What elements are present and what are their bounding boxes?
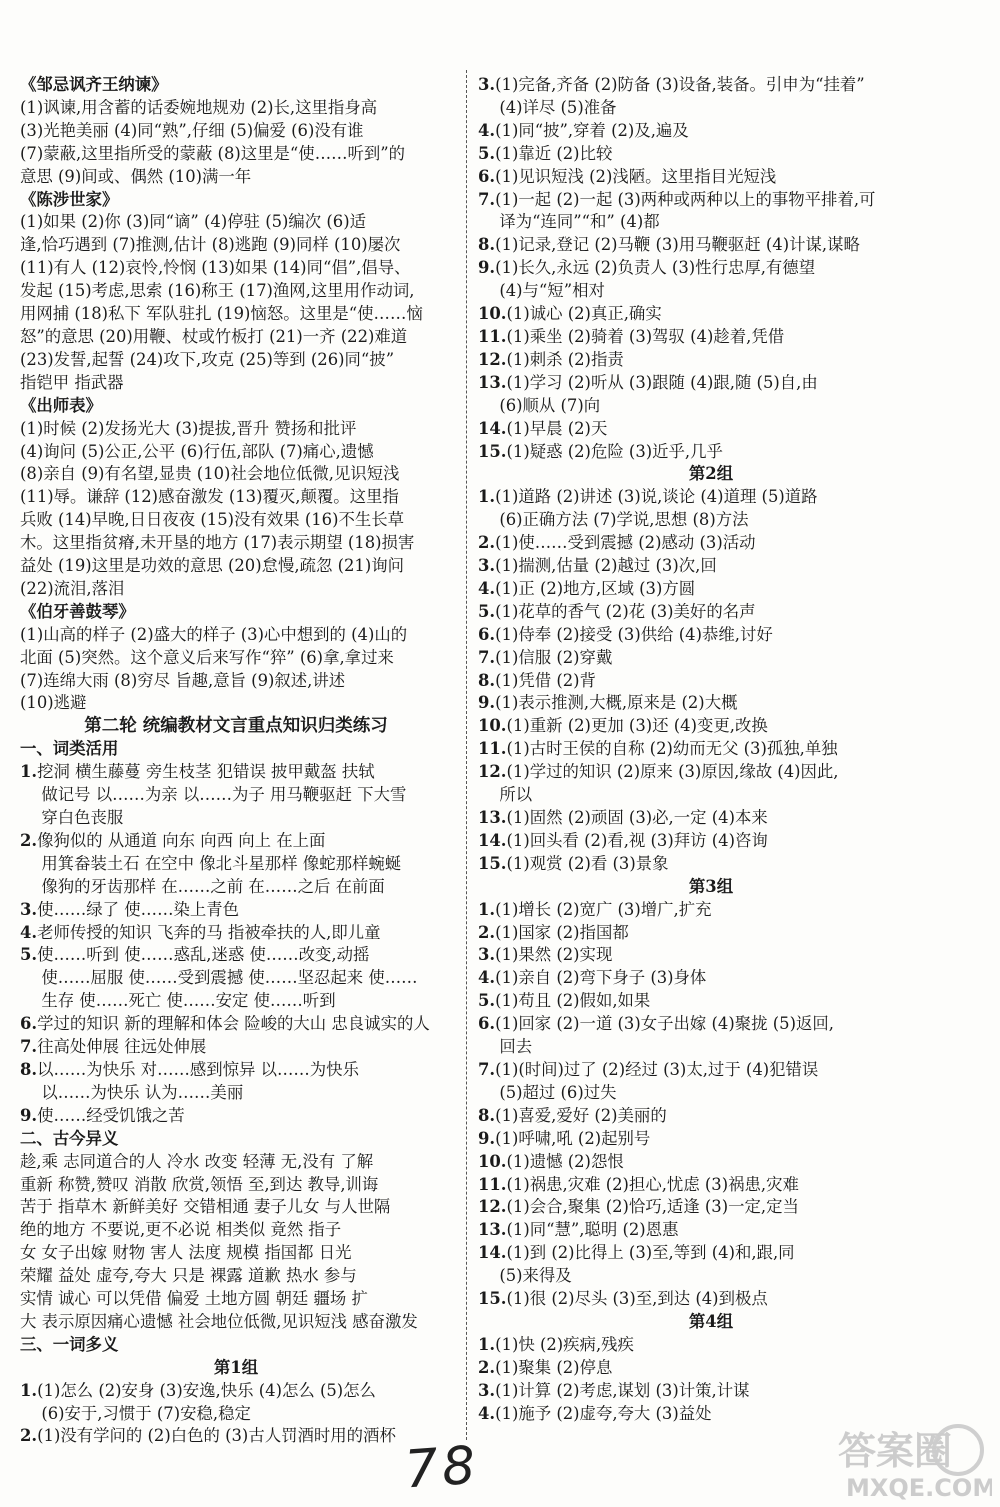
answer-item [478, 601, 944, 624]
answer-line: (1)讽谏,用含蓄的话委婉地规劝 (2)长,这里指身高 [20, 97, 378, 117]
item-number: 5. [478, 601, 496, 621]
item-text: (1)聚集 (2)停息 [495, 1357, 613, 1377]
answer-continuation: (4)与“短”相对 [499, 281, 605, 301]
item-text: (1)计算 (2)考虑,谋划 (3)计策,计谋 [495, 1380, 750, 1400]
answer-item [20, 1013, 452, 1036]
item-text: (1)喜爱,爱好 (2)美丽的 [495, 1105, 667, 1125]
item-number: 1. [20, 1380, 38, 1400]
item-text: (1)同“慧”,聪明 (2)恩惠 [506, 1220, 679, 1240]
item-text: (1)回头看 (2)看,视 (3)拜访 (4)咨询 [506, 830, 768, 850]
item-number: 3. [478, 75, 496, 94]
answer-item [20, 1105, 452, 1128]
answer-line: 大 表示原因痛心遗憾 社会地位低微,见识短浅 感奋激发 [20, 1311, 418, 1331]
item-number: 12. [478, 762, 507, 782]
answer-line: (1)时候 (2)发扬光大 (3)提拔,晋升 赞扬和批评 [20, 418, 357, 438]
item-number: 14. [478, 418, 507, 438]
answer-item [478, 441, 944, 464]
item-text: 挖洞 横生藤蔓 旁生枝茎 犯错误 披甲戴盔 扶轼 [37, 762, 375, 782]
item-number: 8. [478, 670, 496, 690]
item-number: 7. [20, 1037, 38, 1057]
answer-line: 女 女子出嫁 财物 害人 法度 规模 指国都 日光 [20, 1243, 352, 1263]
section-title: 《邹忌讽齐王纳谏》 [20, 75, 168, 94]
answer-continuation: (5)超过 (6)过失 [499, 1082, 617, 1102]
item-number: 2. [478, 533, 496, 553]
item-text: 老师传授的知识 飞奔的马 指被牵扶的人,即儿童 [37, 922, 381, 942]
answer-item [478, 120, 944, 143]
group-heading: 第2组 [688, 464, 734, 484]
item-text: (1)揣测,估量 (2)越过 (3)次,回 [495, 556, 717, 576]
answer-item [478, 166, 944, 189]
answer-item [20, 1380, 452, 1403]
answer-line: 趁,乘 志同道合的人 冷水 改变 轻薄 无,没有 了解 [20, 1151, 374, 1171]
item-text: (1)一起 (2)一起 (3)两种或两种以上的事物平排着,可 [495, 189, 876, 209]
item-number: 11. [478, 1174, 507, 1194]
answer-line: (7)蒙蔽,这里指所受的蒙蔽 (8)这里是“使……听到”的 [20, 143, 406, 163]
item-text: (1)使……受到震撼 (2)感动 (3)活动 [495, 533, 756, 553]
item-number: 14. [478, 1243, 507, 1263]
answer-item [478, 1059, 944, 1082]
item-text: (1)乘坐 (2)骑着 (3)驾驭 (4)趁着,凭借 [506, 326, 785, 346]
item-text: 往高处伸展 往远处伸展 [37, 1037, 207, 1057]
answer-line: (7)连绵大雨 (8)穷尽 旨趣,意旨 (9)叙述,讲述 [20, 670, 346, 690]
answer-item [478, 1128, 944, 1151]
answer-continuation: 使……屈服 使……受到震撼 使……坚忍起来 使…… [41, 968, 418, 988]
answer-item [478, 532, 944, 555]
answer-item [478, 1288, 944, 1311]
answer-line: (11)辱。谦辞 (12)感奋激发 (13)覆灭,颠覆。这里指 [20, 487, 399, 507]
item-text: (1)到 (2)比得上 (3)至,等到 (4)和,跟,同 [506, 1243, 795, 1263]
item-number: 12. [478, 349, 507, 369]
answer-continuation: (5)来得及 [499, 1266, 572, 1286]
item-text: (1)疑惑 (2)危险 (3)近乎,几乎 [506, 441, 723, 461]
item-number: 8. [478, 1105, 496, 1125]
answer-line: 发起 (15)考虑,思索 (16)称王 (17)渔网,这里用作动词, [20, 281, 415, 301]
answer-line: (4)询问 (5)公正,公平 (6)行伍,部队 (7)痛心,遗憾 [20, 441, 374, 461]
item-text: (1)靠近 (2)比较 [495, 143, 613, 163]
answer-item [478, 1151, 944, 1174]
watermark-text: 答案圈 [838, 1429, 953, 1473]
item-number: 13. [478, 808, 507, 827]
item-number: 2. [478, 1357, 496, 1377]
answer-continuation: 回去 [499, 1037, 533, 1057]
item-number: 2. [20, 830, 38, 850]
answer-item [478, 326, 944, 349]
answer-item [478, 647, 944, 670]
answer-item [478, 1357, 944, 1380]
item-number: 11. [478, 739, 507, 759]
answer-line: 实情 诚心 可以凭借 偏爱 土地方圆 朝廷 疆场 扩 [20, 1289, 368, 1309]
item-number: 7. [478, 189, 496, 209]
item-number: 13. [478, 372, 507, 392]
item-number: 5. [20, 945, 38, 965]
answer-item [478, 715, 944, 738]
item-text: (1)祸患,灾难 (2)担心,忧虑 (3)祸患,灾难 [506, 1174, 799, 1194]
answer-item [20, 944, 452, 967]
answer-item [478, 349, 944, 372]
item-text: (1)固然 (2)顽固 (3)必,一定 (4)本来 [506, 808, 768, 827]
answer-continuation: 以……为快乐 认为……美丽 [41, 1082, 244, 1102]
answer-line: 意思 (9)间或、偶然 (10)满一年 [20, 166, 252, 186]
answer-continuation: (6)顺从 (7)向 [499, 395, 601, 415]
item-text: (1)信服 (2)穿戴 [495, 647, 613, 667]
item-number: 5. [478, 991, 496, 1011]
item-text: (1)学过的知识 (2)原来 (3)原因,缘故 (4)因此, [506, 762, 839, 782]
answer-item [478, 990, 944, 1013]
answer-line: 荣耀 益处 虚夸,夸大 只是 裸露 道歉 热水 参与 [20, 1266, 357, 1286]
item-text: (1)会合,聚集 (2)恰巧,适逢 (3)一定,定当 [506, 1197, 799, 1217]
answer-line: (3)光艳美丽 (4)同“熟”,仔细 (5)偏爱 (6)没有谁 [20, 120, 364, 140]
round-heading: 第二轮 统编教材文言重点知识归类练习 [84, 716, 388, 737]
answer-continuation: 像狗的牙齿那样 在……之前 在……之后 在前面 [41, 876, 385, 896]
item-text: (1)亲自 (2)弯下身子 (3)身体 [495, 968, 707, 988]
answer-line: (23)发誓,起誓 (24)攻下,攻克 (25)等到 (26)同“披” [20, 349, 395, 369]
answer-item [478, 143, 944, 166]
answer-continuation: 用箕畚装土石 在空中 像北斗星那样 像蛇那样蜿蜒 [41, 853, 402, 873]
answer-line: 北面 (5)突然。这个意义后来写作“猝” (6)拿,拿过来 [20, 647, 394, 667]
left-column [20, 74, 452, 1448]
item-text: (1)很 (2)尽头 (3)至,到达 (4)到极点 [506, 1289, 768, 1309]
item-text: (1)苟且 (2)假如,如果 [495, 991, 651, 1011]
answer-line: (10)逃避 [20, 693, 87, 713]
section-title: 三、一词多义 [20, 1334, 119, 1354]
answer-line: (11)有人 (12)哀怜,怜悯 (13)如果 (14)同“倡”,倡导、 [20, 258, 411, 278]
answer-continuation: 穿白色丧服 [41, 808, 124, 827]
item-number: 1. [478, 487, 496, 507]
answer-line: 益处 (19)这里是功效的意思 (20)怠慢,疏忽 (21)询问 [20, 556, 405, 576]
item-number: 15. [478, 1289, 507, 1309]
answer-line: (1)山高的样子 (2)盛大的样子 (3)心中想到的 (4)山的 [20, 624, 408, 644]
right-column [478, 74, 944, 1425]
item-text: (1)遗憾 (2)怨恨 [506, 1151, 624, 1171]
item-text: (1)侍奉 (2)接受 (3)供给 (4)恭维,讨好 [495, 624, 773, 644]
item-text: (1)观赏 (2)看 (3)景象 [506, 853, 669, 873]
answer-item [478, 578, 944, 601]
item-text: (1)刺杀 (2)指责 [506, 349, 624, 369]
section-title: 《陈涉世家》 [20, 189, 119, 209]
item-number: 7. [478, 647, 496, 667]
item-text: (1)完备,齐备 (2)防备 (3)设备,装备。引申为“挂着” [495, 75, 865, 94]
answer-item [478, 922, 944, 945]
watermark-icon [832, 1420, 992, 1502]
handwritten-page-number: 78 [402, 1435, 482, 1501]
item-text: (1)(时间)过了 (2)经过 (3)太,过于 (4)犯错误 [495, 1059, 819, 1079]
answer-item [478, 1380, 944, 1403]
item-text: (1)国家 (2)指国都 [495, 922, 629, 942]
section-title: 《出师表》 [20, 395, 102, 415]
item-number: 13. [478, 1220, 507, 1240]
item-number: 6. [478, 624, 496, 644]
watermark-logo [832, 1420, 992, 1502]
item-number: 4. [20, 922, 38, 942]
item-text: (1)学习 (2)听从 (3)跟随 (4)跟,随 (5)自,由 [506, 372, 818, 392]
item-number: 4. [478, 968, 496, 988]
answer-line: 苦于 指草木 新鲜美好 交错相通 妻子儿女 与人世隔 [20, 1197, 391, 1217]
answer-item [20, 1059, 452, 1082]
answer-item [478, 1105, 944, 1128]
item-text: 以……为快乐 对……感到惊异 以……为快乐 [37, 1059, 359, 1079]
answer-item [478, 418, 944, 441]
answer-line: 逢,恰巧遇到 (7)推测,估计 (8)逃跑 (9)同样 (10)屡次 [20, 235, 401, 255]
answer-item [478, 670, 944, 693]
item-number: 10. [478, 304, 507, 324]
item-number: 3. [20, 899, 38, 919]
item-text: (1)增长 (2)宽广 (3)增广,扩充 [495, 899, 712, 919]
section-title: 二、古今异义 [20, 1128, 119, 1148]
item-number: 6. [478, 166, 496, 186]
answer-item [478, 486, 944, 509]
answer-continuation: (4)详尽 (5)准备 [499, 97, 617, 117]
item-number: 9. [20, 1105, 38, 1125]
item-number: 8. [478, 235, 496, 255]
item-number: 3. [478, 1380, 496, 1400]
item-number: 14. [478, 830, 507, 850]
answer-item [478, 1196, 944, 1219]
item-text: (1)快 (2)疾病,残疾 [495, 1334, 634, 1354]
answer-item [20, 830, 452, 853]
answer-continuation: (6)正确方法 (7)学说,思想 (8)方法 [499, 510, 749, 530]
answer-item [478, 74, 944, 97]
answer-item [478, 738, 944, 761]
item-text: (1)早晨 (2)天 [506, 418, 608, 438]
item-text: (1)重新 (2)更加 (3)还 (4)变更,改换 [506, 716, 768, 736]
item-number: 1. [478, 1334, 496, 1354]
item-text: 使……绿了 使……染上青色 [37, 899, 240, 919]
item-number: 3. [478, 556, 496, 576]
item-text: 学过的知识 新的理解和体会 险峻的大山 忠良诚实的人 [37, 1014, 430, 1034]
answer-item [478, 555, 944, 578]
item-text: (1)古时王侯的自称 (2)幼而无父 (3)孤独,单独 [506, 739, 838, 759]
item-number: 7. [478, 1059, 496, 1079]
item-number: 15. [478, 853, 507, 873]
answer-continuation: 所以 [499, 785, 533, 805]
answer-line: 木。这里指贫瘠,未开垦的地方 (17)表示期望 (18)损害 [20, 533, 415, 553]
item-text: (1)记录,登记 (2)马鞭 (3)用马鞭驱赶 (4)计谋,谋略 [495, 235, 860, 255]
group-heading: 第1组 [213, 1357, 259, 1377]
item-number: 2. [20, 1426, 38, 1446]
section-title: 一、词类活用 [20, 739, 119, 759]
item-text: (1)表示推测,大概,原来是 (2)大概 [495, 693, 738, 713]
answer-line: 用网捕 (18)私下 军队驻扎 (19)恼怒。这里是“使……恼 [20, 304, 423, 324]
answer-continuation: 做记号 以……为亲 以……为子 用马鞭驱赶 下大雪 [41, 785, 407, 805]
item-number: 12. [478, 1197, 507, 1217]
answer-line: (22)流泪,落泪 [20, 578, 125, 598]
answer-item [478, 257, 944, 280]
answer-line: (8)亲自 (9)有名望,显贵 (10)社会地位低微,见识短浅 [20, 464, 400, 484]
answer-item [478, 899, 944, 922]
item-number: 15. [478, 441, 507, 461]
answer-item [478, 1219, 944, 1242]
answer-item [478, 234, 944, 257]
group-heading: 第4组 [688, 1311, 734, 1331]
answer-item [478, 944, 944, 967]
answer-item [478, 807, 944, 830]
item-number: 8. [20, 1059, 38, 1079]
item-text: 使……经受饥饿之苦 [37, 1105, 185, 1125]
item-number: 1. [478, 899, 496, 919]
answer-item [478, 189, 944, 212]
item-number: 9. [478, 1128, 496, 1148]
item-text: (1)同“披”,穿着 (2)及,遍及 [495, 120, 689, 140]
answer-line: 怒”的意思 (20)用鞭、杖或竹板打 (21)一齐 (22)难道 [20, 326, 408, 346]
answer-item [20, 1036, 452, 1059]
answer-continuation: 生存 使……死亡 使……安定 使……听到 [41, 991, 336, 1011]
item-number: 1. [20, 762, 38, 782]
answer-item [20, 899, 452, 922]
item-number: 10. [478, 716, 507, 736]
answer-item [478, 303, 944, 326]
answer-line: 兵败 (14)早晚,日日夜夜 (15)没有效果 (16)不生长草 [20, 510, 405, 530]
answer-item [478, 1242, 944, 1265]
answer-item [478, 967, 944, 990]
item-text: 使……听到 使……惑乱,迷惑 使……改变,动摇 [37, 945, 370, 965]
answer-line: 指铠甲 指武器 [20, 372, 124, 392]
item-text: (1)呼啸,吼 (2)起别号 [495, 1128, 651, 1148]
item-number: 6. [20, 1014, 38, 1034]
answer-item [478, 853, 944, 876]
answer-item [478, 1334, 944, 1357]
item-text: (1)回家 (2)一道 (3)女子出嫁 (4)聚拢 (5)返回, [495, 1014, 834, 1034]
answer-item [478, 372, 944, 395]
column-divider [466, 70, 467, 1440]
item-number: 11. [478, 326, 507, 346]
item-number: 4. [478, 120, 496, 140]
answer-item [20, 1425, 452, 1448]
answer-item [478, 1174, 944, 1197]
answer-item [478, 1013, 944, 1036]
item-number: 5. [478, 143, 496, 163]
item-text: (1)花草的香气 (2)花 (3)美好的名声 [495, 601, 756, 621]
item-text: (1)见识短浅 (2)浅陋。这里指目光短浅 [495, 166, 777, 186]
answer-item [20, 761, 452, 784]
answer-line: 绝的地方 不要说,更不必说 相类似 竟然 指子 [20, 1220, 342, 1240]
section-title: 《伯牙善鼓琴》 [20, 601, 135, 621]
watermark-url: MXQE.COM [846, 1474, 992, 1502]
item-text: (1)施予 (2)虚夸,夸大 (3)益处 [495, 1403, 712, 1423]
answer-item [478, 761, 944, 784]
group-heading: 第3组 [688, 876, 734, 896]
item-number: 3. [478, 945, 496, 965]
item-number: 9. [478, 693, 496, 713]
item-number: 4. [478, 578, 496, 598]
item-number: 9. [478, 258, 496, 278]
item-text: (1)诚心 (2)真正,确实 [506, 304, 662, 324]
item-text: (1)没有学问的 (2)白色的 (3)古人罚酒时用的酒杯 [37, 1426, 396, 1446]
answer-item [478, 624, 944, 647]
item-text: (1)道路 (2)讲述 (3)说,谈论 (4)道理 (5)道路 [495, 487, 818, 507]
answer-item [478, 692, 944, 715]
item-text: (1)果然 (2)实现 [495, 945, 613, 965]
answer-item [20, 922, 452, 945]
item-number: 6. [478, 1014, 496, 1034]
item-text: (1)长久,永远 (2)负责人 (3)性行忠厚,有德望 [495, 258, 816, 278]
answer-line: (1)如果 (2)你 (3)同“谪” (4)停驻 (5)编次 (6)适 [20, 212, 367, 232]
answer-line: 重新 称赞,赞叹 消散 欣赏,领悟 至,到达 教导,训诲 [20, 1174, 379, 1194]
item-number: 2. [478, 922, 496, 942]
item-text: (1)正 (2)地方,区域 (3)方圆 [495, 578, 696, 598]
item-text: (1)怎么 (2)安身 (3)安逸,快乐 (4)怎么 (5)怎么 [37, 1380, 376, 1400]
item-number: 10. [478, 1151, 507, 1171]
answer-continuation: (6)安于,习惯于 (7)安稳,稳定 [41, 1403, 251, 1423]
answer-continuation: 译为“连同”“和” (4)都 [499, 212, 660, 232]
answer-item [478, 830, 944, 853]
item-text: 像狗似的 从通道 向东 向西 向上 在上面 [37, 830, 326, 850]
item-text: (1)凭借 (2)背 [495, 670, 596, 690]
item-number: 4. [478, 1403, 496, 1423]
